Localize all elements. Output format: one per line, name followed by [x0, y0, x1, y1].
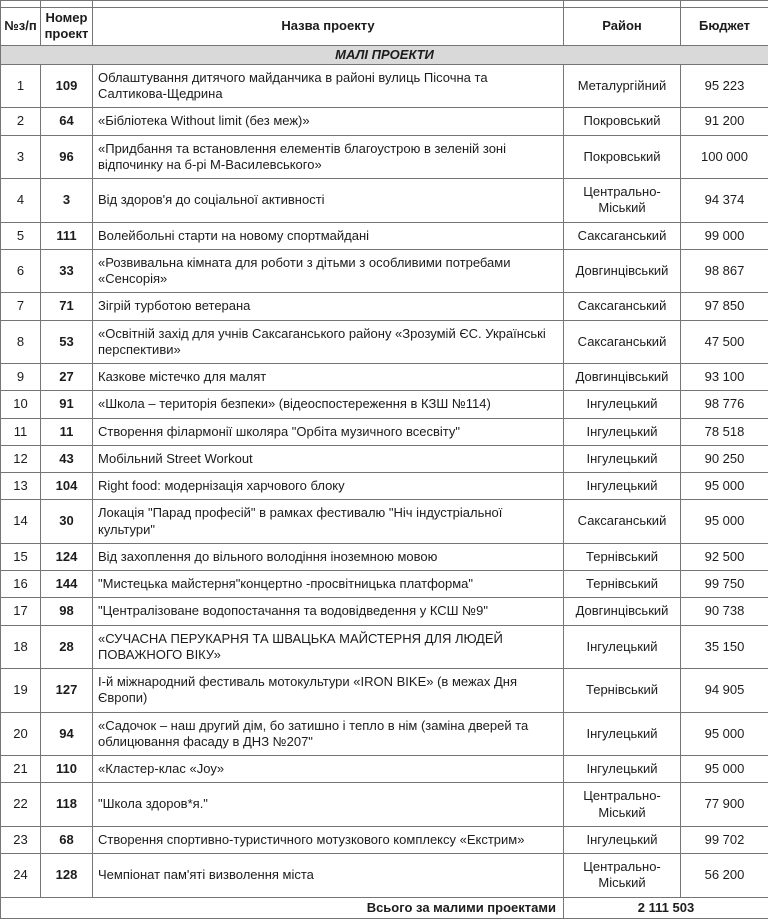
project-number-cell: 3	[41, 179, 93, 223]
project-number-cell: 128	[41, 854, 93, 898]
project-name-cell: «СУЧАСНА ПЕРУКАРНЯ ТА ШВАЦЬКА МАЙСТЕРНЯ ДЛЯ ЛЮДЕЙ ПОВАЖНОГО ВІКУ»	[93, 625, 564, 669]
row-number-cell: 15	[1, 543, 41, 570]
project-name-cell: "Школа здоров*я."	[93, 783, 564, 827]
project-number-cell: 109	[41, 64, 93, 108]
budget-cell: 56 200	[681, 854, 768, 898]
project-number-cell: 91	[41, 391, 93, 418]
district-cell: Саксаганський	[564, 320, 681, 364]
project-number-cell: 28	[41, 625, 93, 669]
table-row	[1, 473, 768, 500]
project-name-cell: Від захоплення до вільного володіння іноземною мовою	[93, 543, 564, 570]
budget-cell: 100 000	[681, 135, 768, 179]
table-top-fragment-row	[1, 1, 768, 8]
fragment-cell	[681, 1, 768, 8]
table-row	[1, 364, 768, 391]
table-row	[1, 249, 768, 293]
project-number-cell: 111	[41, 222, 93, 249]
row-number-cell: 10	[1, 391, 41, 418]
row-number-cell: 3	[1, 135, 41, 179]
budget-cell: 99 000	[681, 222, 768, 249]
district-cell: Покровський	[564, 108, 681, 135]
budget-cell: 95 000	[681, 712, 768, 756]
row-number-cell: 5	[1, 222, 41, 249]
row-number-cell: 4	[1, 179, 41, 223]
budget-cell: 97 850	[681, 293, 768, 320]
budget-cell: 93 100	[681, 364, 768, 391]
project-number-cell: 53	[41, 320, 93, 364]
table-row	[1, 543, 768, 570]
budget-cell: 98 776	[681, 391, 768, 418]
project-number-cell: 30	[41, 500, 93, 544]
district-cell: Інгулецький	[564, 826, 681, 853]
project-number-cell: 118	[41, 783, 93, 827]
project-number-cell: 68	[41, 826, 93, 853]
budget-cell: 95 000	[681, 473, 768, 500]
fragment-cell	[41, 1, 93, 8]
project-number-cell: 11	[41, 418, 93, 445]
budget-cell: 95 000	[681, 500, 768, 544]
project-name-cell: Створення філармонії школяра "Орбіта музичного всесвіту"	[93, 418, 564, 445]
table-row	[1, 293, 768, 320]
project-name-cell: Від здоров'я до соціальної активності	[93, 179, 564, 223]
project-name-cell: Казкове містечко для малят	[93, 364, 564, 391]
district-cell: Саксаганський	[564, 222, 681, 249]
total-row	[1, 897, 768, 918]
budget-cell: 90 738	[681, 598, 768, 625]
table-row	[1, 108, 768, 135]
budget-cell: 99 750	[681, 571, 768, 598]
project-number-cell: 98	[41, 598, 93, 625]
row-number-cell: 18	[1, 625, 41, 669]
budget-cell: 47 500	[681, 320, 768, 364]
budget-cell: 98 867	[681, 249, 768, 293]
table-row	[1, 854, 768, 898]
district-cell: Інгулецький	[564, 712, 681, 756]
project-name-cell: «Розвивальна кімната для роботи з дітьми з особливими потребами «Сенсорія»	[93, 249, 564, 293]
row-number-cell: 11	[1, 418, 41, 445]
project-number-cell: 96	[41, 135, 93, 179]
column-header-budget: Бюджет	[681, 8, 768, 46]
row-number-cell: 1	[1, 64, 41, 108]
budget-cell: 94 374	[681, 179, 768, 223]
row-number-cell: 13	[1, 473, 41, 500]
project-number-cell: 43	[41, 445, 93, 472]
fragment-cell	[1, 1, 41, 8]
project-name-cell: «Придбання та встановлення елементів благоустрою в зеленій зоні відпочинку на б-рі М-Василевського»	[93, 135, 564, 179]
row-number-cell: 12	[1, 445, 41, 472]
district-cell: Інгулецький	[564, 391, 681, 418]
project-number-cell: 104	[41, 473, 93, 500]
table-row	[1, 571, 768, 598]
section-banner-label: МАЛІ ПРОЕКТИ	[1, 45, 768, 64]
table-row	[1, 391, 768, 418]
table-body	[1, 64, 768, 897]
column-header-district: Район	[564, 8, 681, 46]
project-name-cell: Зігрій турботою ветерана	[93, 293, 564, 320]
project-name-cell: «Школа – територія безпеки» (відеоспостереження в КЗШ №114)	[93, 391, 564, 418]
project-name-cell: Right food: модернізація харчового блоку	[93, 473, 564, 500]
project-number-cell: 64	[41, 108, 93, 135]
table-row	[1, 222, 768, 249]
project-name-cell: Створення спортивно-туристичного мотузкового комплексу «Екстрим»	[93, 826, 564, 853]
table-row	[1, 783, 768, 827]
budget-cell: 77 900	[681, 783, 768, 827]
budget-cell: 91 200	[681, 108, 768, 135]
district-cell: Довгинцівський	[564, 598, 681, 625]
row-number-cell: 20	[1, 712, 41, 756]
district-cell: Інгулецький	[564, 625, 681, 669]
district-cell: Інгулецький	[564, 418, 681, 445]
fragment-cell	[93, 1, 564, 8]
table-row	[1, 826, 768, 853]
total-label: Всього за малими проектами	[1, 897, 564, 918]
project-number-cell: 124	[41, 543, 93, 570]
project-name-cell: Чемпіонат пам'яті визволення міста	[93, 854, 564, 898]
table-row	[1, 418, 768, 445]
budget-cell: 78 518	[681, 418, 768, 445]
row-number-cell: 22	[1, 783, 41, 827]
district-cell: Покровський	[564, 135, 681, 179]
district-cell: Інгулецький	[564, 473, 681, 500]
district-cell: Центрально-Міський	[564, 783, 681, 827]
row-number-cell: 2	[1, 108, 41, 135]
table-row	[1, 135, 768, 179]
table-row	[1, 320, 768, 364]
fragment-cell	[564, 1, 681, 8]
table-row	[1, 625, 768, 669]
district-cell: Тернівський	[564, 669, 681, 713]
row-number-cell: 8	[1, 320, 41, 364]
row-number-cell: 17	[1, 598, 41, 625]
project-name-cell: «Бібліотека Without limit (без меж)»	[93, 108, 564, 135]
row-number-cell: 21	[1, 756, 41, 783]
row-number-cell: 9	[1, 364, 41, 391]
district-cell: Центрально-Міський	[564, 179, 681, 223]
district-cell: Інгулецький	[564, 445, 681, 472]
table-row	[1, 64, 768, 108]
budget-cell: 95 223	[681, 64, 768, 108]
district-cell: Тернівський	[564, 571, 681, 598]
table-row	[1, 598, 768, 625]
budget-cell: 95 000	[681, 756, 768, 783]
district-cell: Саксаганський	[564, 500, 681, 544]
project-number-cell: 33	[41, 249, 93, 293]
district-cell: Центрально-Міський	[564, 854, 681, 898]
table-row	[1, 500, 768, 544]
table-row	[1, 669, 768, 713]
project-name-cell: Волейбольні старти на новому спортмайдані	[93, 222, 564, 249]
row-number-cell: 16	[1, 571, 41, 598]
district-cell: Металургійний	[564, 64, 681, 108]
total-value: 2 111 503	[564, 897, 768, 918]
budget-cell: 35 150	[681, 625, 768, 669]
project-number-cell: 110	[41, 756, 93, 783]
section-banner-row	[1, 45, 768, 64]
table-row	[1, 179, 768, 223]
project-name-cell: Мобільний Street Workout	[93, 445, 564, 472]
row-number-cell: 6	[1, 249, 41, 293]
budget-cell: 99 702	[681, 826, 768, 853]
district-cell: Інгулецький	[564, 756, 681, 783]
project-name-cell: "Централізоване водопостачання та водовідведення у КСШ №9"	[93, 598, 564, 625]
row-number-cell: 23	[1, 826, 41, 853]
district-cell: Довгинцівський	[564, 249, 681, 293]
budget-cell: 90 250	[681, 445, 768, 472]
table-row	[1, 756, 768, 783]
project-number-cell: 94	[41, 712, 93, 756]
project-name-cell: «Освітній захід для учнів Саксаганського району «Зрозумій ЄС. Українські перспективи»	[93, 320, 564, 364]
project-name-cell: «Кластер-клас «Joy»	[93, 756, 564, 783]
row-number-cell: 7	[1, 293, 41, 320]
district-cell: Саксаганський	[564, 293, 681, 320]
project-name-cell: "Мистецька майстерня"концертно -просвітницька платформа"	[93, 571, 564, 598]
project-number-cell: 71	[41, 293, 93, 320]
column-header-row-number: №з/п	[1, 8, 41, 46]
project-name-cell: «Садочок – наш другий дім, бо затишно і тепло в нім (заміна дверей та облицювання фасаду в ДНЗ №207"	[93, 712, 564, 756]
project-number-cell: 144	[41, 571, 93, 598]
column-header-project-name: Назва проекту	[93, 8, 564, 46]
project-name-cell: Облаштування дитячого майданчика в районі вулиць Пісочна та Салтикова-Щедрина	[93, 64, 564, 108]
project-number-cell: 127	[41, 669, 93, 713]
row-number-cell: 14	[1, 500, 41, 544]
budget-cell: 92 500	[681, 543, 768, 570]
row-number-cell: 19	[1, 669, 41, 713]
row-number-cell: 24	[1, 854, 41, 898]
district-cell: Тернівський	[564, 543, 681, 570]
project-name-cell: І-й міжнародний фестиваль мотокультури «IRON BIKE» (в межах Дня Європи)	[93, 669, 564, 713]
table-header-row	[1, 8, 768, 46]
column-header-project-number: Номер проект	[41, 8, 93, 46]
table-row	[1, 712, 768, 756]
project-number-cell: 27	[41, 364, 93, 391]
district-cell: Довгинцівський	[564, 364, 681, 391]
project-name-cell: Локація "Парад професій" в рамках фестивалю "Ніч індустріальної культури"	[93, 500, 564, 544]
budget-cell: 94 905	[681, 669, 768, 713]
table-row	[1, 445, 768, 472]
